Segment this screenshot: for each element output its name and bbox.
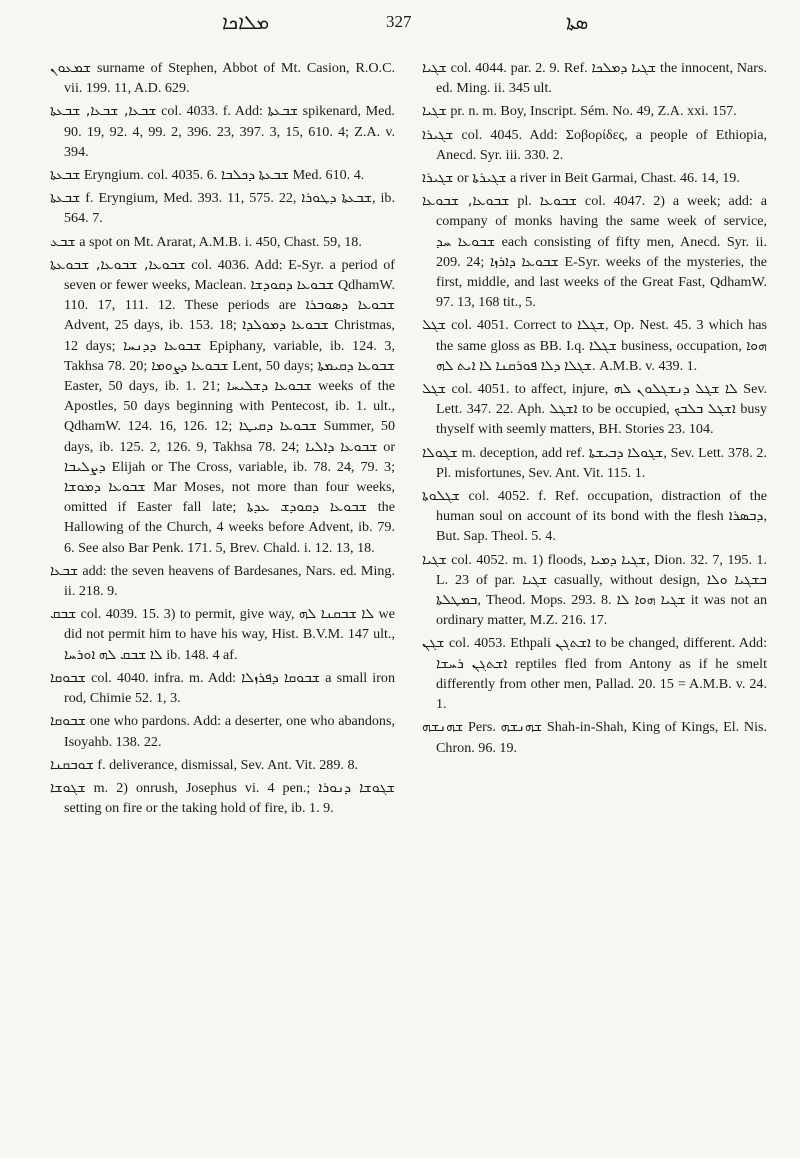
dictionary-entry (50, 255, 395, 558)
entry-text: add: the seven heavens of Bardesanes, Nars. ed. Ming. ii. 218. 9. (64, 562, 396, 600)
entry-headword: ܫܡܥܘܢ (50, 60, 92, 76)
entry-headword: ܫܒܥܬܐ (50, 190, 81, 207)
entry-headword: ܫܒܘܩܐ (50, 713, 86, 730)
entry-text: col. 4036. Add: E-Syr. a period of seven or fewer weeks, Maclean. ܫܒܘܥܐ ܕܩܘܕܫܐ QdhamW. 110. 17, 111. 12. These periods are ܫܒܘܥܐ ܕܣܘܒܪܐ Advent, 25 days, ib. 153. 18; ܫܒܘܥܐ ܕܡܘܠܕܐ Christmas, 12 days; ܫܒܘܥܐ ܕܕܢܚܐ Epiphany, variable, ib. 124. 3, Takhsa 78. 20; ܫܒܘܥܐ ܕܨܘܡܐ Lent, 50 days; ܫܒܘܥܐ ܕܩܝܡܬܐ Easter, 50 days, ib. 1. 21; ܫܒܘܥܐ ܕܫܠܝܚܐ weeks of the Apostles, 50 days beginning with Pentecost, ib. 1. ult., QdhamW. 124. 16, 126. 12; ܫܒܘܥܐ ܕܩܝܛܐ Summer, 50 days, ib. 125. 2, 126. 9, Takhsa 78. 24; ܫܒܘܥܐ ܕܐܠܝܐ or ܕܨܠܝܒܐ Elijah or The Cross, variable, ib. 78. 24, 79. 3; ܫܒܘܥܐ ܕܡܘܫܐ Mar Moses, not more than four weeks, omitted if Easter fall late; ܫܒܘܥܐ ܕܩܘܕܫ ܥܕܬܐ the Hallowing of the Church, 4 weeks before Advent, ib. 79. 6. See also Bar Penk. 171. 5, Brev. Chald. i. 12. 13, 18. (64, 256, 396, 556)
dictionary-entry (422, 486, 767, 547)
entry-headword: ܫܓܢ (422, 635, 445, 652)
dictionary-entry (422, 315, 767, 376)
dictionary-entry (422, 633, 767, 714)
entry-headword: ܫܒܥܬܐ (50, 167, 81, 184)
entry-text: col. 4052. m. 1) floods, ܫܓܝܐ ܕܡܝܐ, Dion. 32. 7, 195. 1. L. 23 of par. ܫܓܝܐ casually, without design, ܒܫܓܝܐ ܘܠܐ ܒܡܛܠܬܐ, Theod. Mops. 293. 8. ܫܓܝܐ ܗܘܐ ܠܐ it was not an ordinary matter, M.Z. 216. 17. (436, 551, 768, 629)
entry-text: surname of Stephen, Abbot of Mt. Casion, R.O.C. vii. 199. 11, A.D. 629. (64, 60, 395, 97)
dictionary-entry (50, 755, 395, 775)
dictionary-entry (50, 604, 395, 665)
dictionary-entry (50, 561, 395, 601)
entry-text: col. 4033. f. Add: ܫܒܥܬܐ spikenard, Med. 90. 19, 92. 4, 99. 2, 396. 23, 397. 3, 15, 610. 4; Z.A. v. 394. (64, 103, 395, 160)
entry-text: col. 4039. 15. 3) to permit, give way, ܠܐ ܫܒܩܢܐ ܠܗ we did not permit him to have his way, Hist. B.V.M. 147 ult., ܠܐ ܫܒܩ ܠܗ ܐܘܪܚܐ ib. 148. 4 af. (64, 606, 395, 663)
entry-text: Pers. ܫܗܢܫܗ Shah-in-Shah, King of Kings, El. Nis. Chron. 96. 19. (436, 719, 768, 756)
entry-text: pr. n. m. Boy, Inscript. Sém. No. 49, Z.A. xxi. 157. (450, 103, 737, 120)
running-head-right: ܣܬܐ (566, 10, 589, 34)
dictionary-entry (422, 379, 767, 440)
entry-text: or ܫܓܝܪܬܐ a river in Beit Garmai, Chast. 46. 14, 19. (456, 170, 740, 187)
dictionary-entry (50, 232, 395, 252)
entry-text: a spot on Mt. Ararat, A.M.B. i. 450, Chast. 59, 18. (79, 233, 362, 250)
dictionary-entry (422, 101, 767, 121)
entry-headword: ܫܒܘܥܐ, ܫܒܘܥܐ (422, 193, 510, 210)
dictionary-entry (422, 191, 767, 312)
entry-headword: ܫܓܝܐ (422, 103, 447, 120)
entry-headword: ܫܓܝܐ (422, 60, 447, 76)
right-column (422, 58, 767, 761)
entry-headword: ܫܒܥܐ, ܫܒܥܐ, ܫܒܥܬܐ (50, 103, 157, 120)
entry-headword: ܫܓܝܐ (422, 551, 447, 568)
entry-headword: ܫܒܥܐ (50, 562, 79, 579)
dictionary-entry (50, 101, 395, 162)
page-header (0, 8, 800, 48)
entry-headword: ܫܒܩ (50, 606, 77, 623)
left-column (50, 58, 395, 821)
entry-headword: ܫܓܘܫܐ (50, 779, 86, 796)
entry-text: col. 4053. Ethpali ܐܫܬܓܢ to be changed, different. Add: ܐܫܬܓܢ ܪܚܫܐ reptiles fled from Antony as if he smelt differently from other men, Pallad. 20. 15 = A.M.B. v. 24. 1. (436, 635, 767, 713)
page-number: 327 (386, 12, 412, 31)
entry-text: Eryngium. col. 4035. 6. ܫܒܥܬܐ ܕܟܠܒܐ Med. 610. 4. (83, 167, 365, 184)
entry-headword: ܫܓܠ (422, 381, 447, 398)
entry-headword: ܫܓܘܠܐ (422, 444, 458, 461)
running-head-left: ܡܠܐܟܐ (222, 10, 270, 34)
entry-text: pl. ܫܒܘܥܐ col. 4047. 2) a week; add: a company of monks having the same week of service, ܫܒܘܥܐ ܚܕ each consisting of fifty men, Anecd. Syr. ii. 209. 24; ܫܒܘܥܐ ܕܐܪܙܐ E-Syr. weeks of the mysteries, the first, middle, and last weeks of the Great Fast, QdhamW. 97. 13, 168 tit., 5. (436, 193, 767, 311)
entry-headword: ܫܓܠ (422, 317, 447, 334)
dictionary-entry (50, 188, 395, 228)
entry-headword: ܫܓܝܪܐ (422, 170, 454, 187)
entry-text: f. Eryngium, Med. 393. 11, 575. 22, ܫܒܥܬܐ ܕܛܘܪܐ, ib. 564. 7. (64, 190, 395, 227)
dictionary-entry (422, 168, 767, 188)
dictionary-entry (50, 711, 395, 751)
dictionary-entry (50, 165, 395, 185)
entry-headword: ܫܘܒܩܢܐ (50, 756, 94, 773)
entry-text: m. 2) onrush, Josephus vi. 4 pen.; ܫܓܘܫܐ ܕܢܘܪܐ setting on fire or the taking hold of fire, ib. 1. 9. (64, 779, 395, 817)
dictionary-entry (50, 778, 395, 818)
entry-text: col. 4052. f. Ref. occupation, distraction of the human soul on account of its bond with the flesh ܕܒܣܪܐ, But. Sap. Theol. 5. 4. (436, 488, 767, 545)
dictionary-entry (50, 58, 395, 98)
entry-headword: ܫܒܥ (50, 233, 76, 250)
entry-text: col. 4051. Correct to ܫܓܠܐ, Op. Nest. 45. 3 which has the same gloss as BB. I.q. ܫܓܠܐ business, occupation, ܗܘܐ ܫܓܠܐ ܕܠܐ ܦܘܪܩܢܐ ܠܐ ܐܝܬ ܠܗ. A.M.B. v. 439. 1. (436, 317, 767, 374)
entry-text: one who pardons. Add: a deserter, one who abandons, Isoyahb. 138. 22. (64, 713, 395, 750)
entry-headword: ܫܓܝܪܐ (422, 126, 454, 143)
dictionary-entry (422, 125, 767, 165)
entry-headword: ܫܓܠܘܬܐ (422, 488, 460, 505)
entry-text: col. 4040. infra. m. Add: ܫܒܘܩܐ ܕܦܪܙܠܐ a small iron rod, Chimie 52. 1, 3. (64, 669, 395, 707)
dictionary-entry (422, 443, 767, 483)
entry-text: col. 4044. par. 2. 9. Ref. ܫܓܝܐ ܕܡܠܟܐ the innocent, Nars. ed. Ming. ii. 345 ult. (436, 60, 768, 97)
entry-headword: ܫܗܢܫܗ (422, 719, 464, 736)
dictionary-entry (422, 717, 767, 757)
entry-headword: ܫܒܘܥܐ, ܫܒܘܥܐ, ܫܒܘܥܬܐ (50, 256, 186, 273)
dictionary-entry (422, 550, 767, 631)
entry-headword: ܫܒܘܩܐ (50, 669, 86, 686)
dictionary-entry (422, 58, 767, 98)
entry-text: m. deception, add ref. ܫܓܘܠܐ ܕܒܝܫܬܐ, Sev. Lett. 378. 2. Pl. misfortunes, Sev. Ant. Vit. 115. 1. (436, 444, 768, 481)
entry-text: col. 4051. to affect, injure, ܠܐ ܫܓܠ ܕܢܫܓܠܘܢ ܠܗ Sev. Lett. 347. 22. Aph. ܐܫܓܠ to be occupied, ܐܫܓܠ ܒܠܒܟ busy thyself with seemly matters, BH. Stories 23. 104. (436, 381, 767, 438)
entry-text: f. deliverance, dismissal, Sev. Ant. Vit. 289. 8. (97, 756, 359, 773)
dictionary-entry (50, 668, 395, 708)
entry-text: col. 4045. Add: Σοβορίδες, a people of Ethiopia, Anecd. Syr. iii. 330. 2. (436, 126, 767, 163)
